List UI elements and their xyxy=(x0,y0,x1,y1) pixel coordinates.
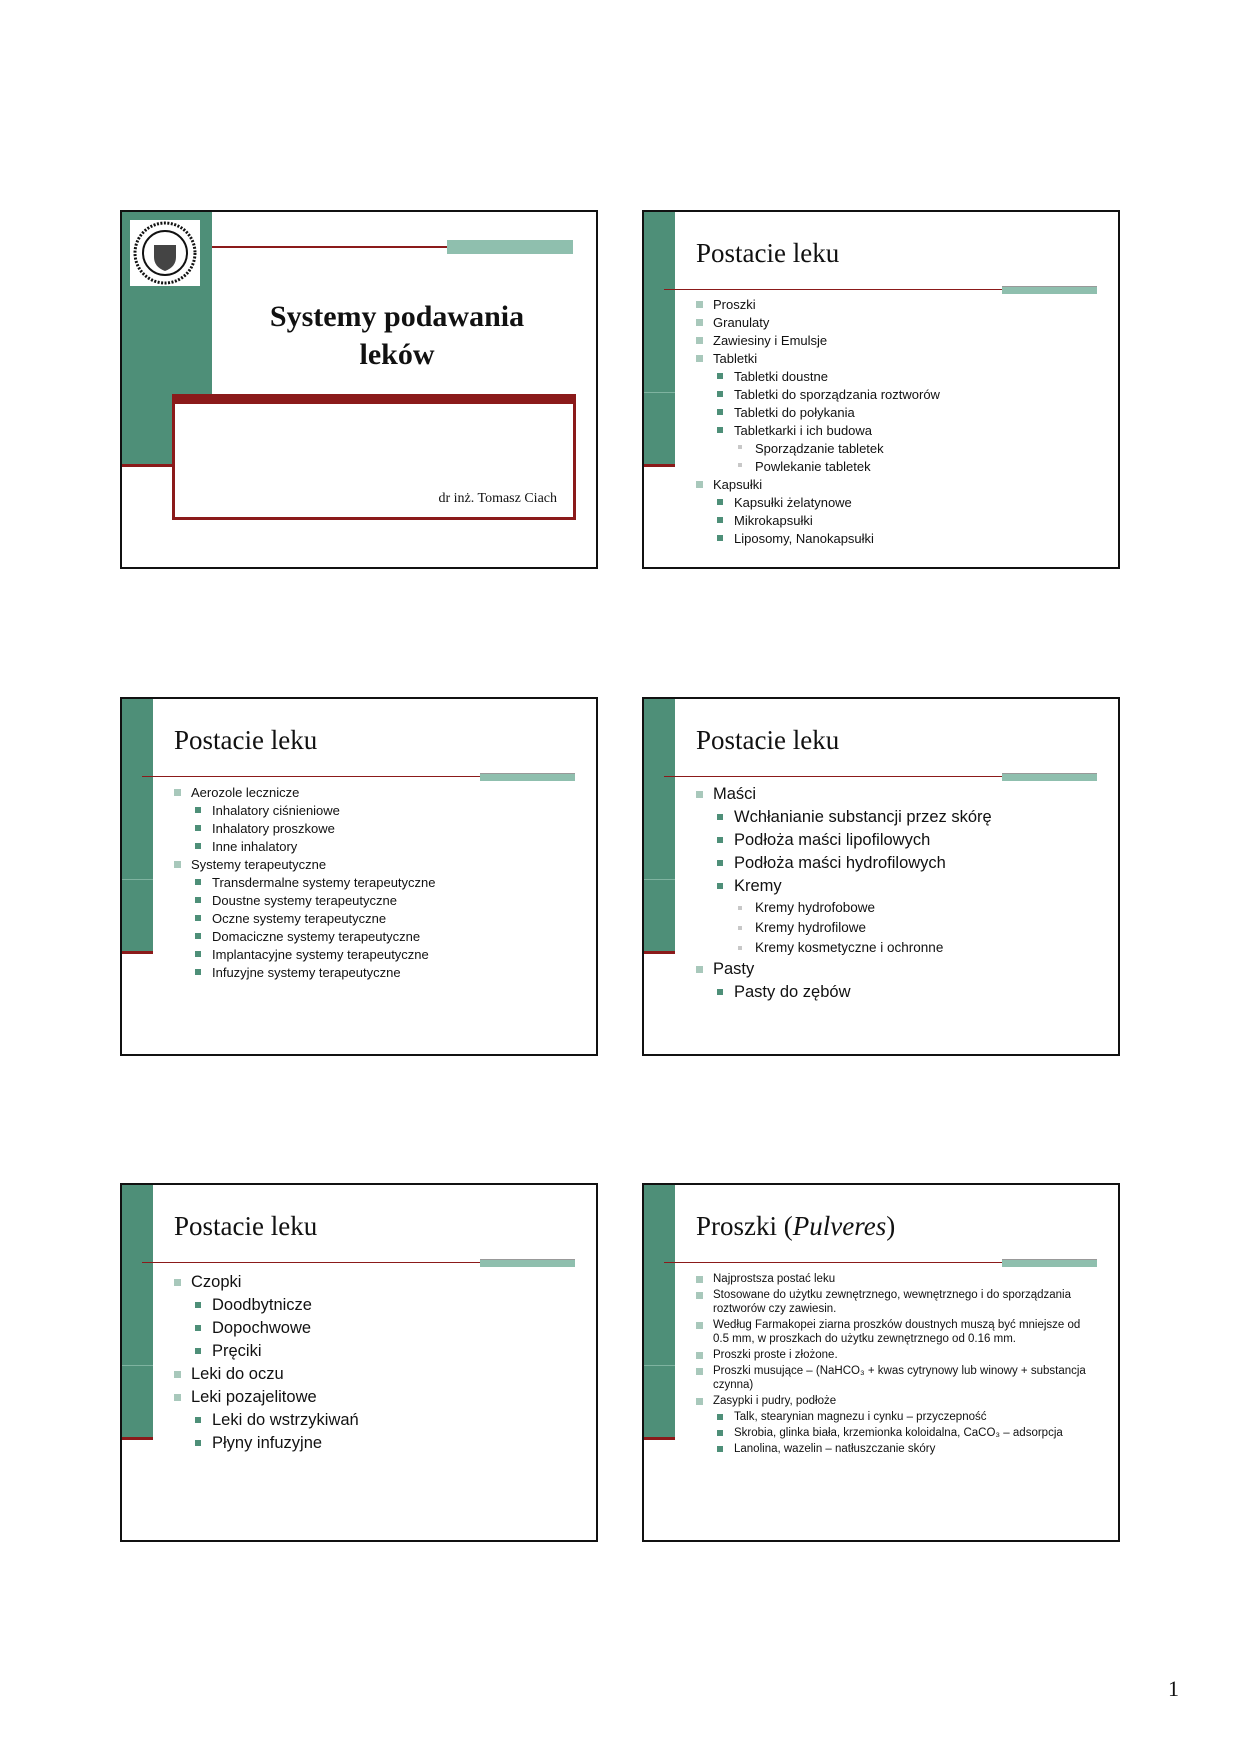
slide-postacie-4 xyxy=(120,1183,598,1542)
list-item-text: Systemy terapeutyczne xyxy=(191,857,327,872)
bullet-square-icon xyxy=(174,861,181,868)
slide-heading: Postacie leku xyxy=(174,1211,318,1241)
list-item xyxy=(717,981,1104,1004)
list-item xyxy=(195,1432,582,1455)
list-item-text: Liposomy, Nanokapsułki xyxy=(734,531,874,546)
bullet-square-icon xyxy=(738,445,742,449)
list-item xyxy=(738,898,1104,918)
title-line-2: leków xyxy=(359,338,435,371)
bullet-square-icon xyxy=(717,427,723,433)
list-item xyxy=(717,404,1104,422)
list-item xyxy=(696,314,1104,332)
green-bar xyxy=(122,1185,153,1439)
bullet-square-icon xyxy=(717,373,723,379)
list-item xyxy=(738,440,1104,458)
bullet-square-icon xyxy=(696,355,703,362)
list-item-text: Mikrokapsułki xyxy=(734,513,813,528)
list-item-text: Infuzyjne systemy terapeutyczne xyxy=(212,965,401,980)
title-close: ) xyxy=(886,1211,896,1241)
list-item-text: Tabletki do sporządzania roztworów xyxy=(734,387,940,402)
list-item xyxy=(717,1442,1088,1456)
list-item xyxy=(696,350,1104,368)
list-item-text: Według Farmakopei ziarna proszków doustnych muszą być mniejsze od 0.5 mm, w proszkach do użytku zewnętrznego od 0.16 mm. xyxy=(713,1319,1081,1345)
list-item xyxy=(696,332,1104,350)
list-item-text: Kapsułki xyxy=(713,477,763,492)
bullet-square-icon xyxy=(738,906,742,910)
list-item-text: Powlekanie tabletek xyxy=(755,459,871,474)
list-item-text: Skrobia, glinka biała, krzemionka koloidalna, CaCO₃ – adsorpcja xyxy=(734,1427,1063,1439)
green-bar xyxy=(644,212,675,466)
bullet-square-icon xyxy=(174,1394,181,1401)
bullet-square-icon xyxy=(717,499,723,505)
slide-title-text xyxy=(232,298,562,374)
list-item-text: Kremy hydrofobowe xyxy=(755,900,876,915)
bullet-square-icon xyxy=(696,1368,703,1375)
list-item xyxy=(717,829,1104,852)
list-item-text: Podłoża maści hydrofilowych xyxy=(734,854,946,872)
list-item-text: Proszki musujące – (NaHCO₃ + kwas cytrynowy lub winowy + substancja czynna) xyxy=(713,1365,1086,1391)
list-item-text: Inne inhalatory xyxy=(212,839,298,854)
green-bar xyxy=(122,699,153,953)
bullet-square-icon xyxy=(717,814,723,820)
list-item xyxy=(195,802,582,820)
list-item-text: Płyny infuzyjne xyxy=(212,1434,323,1452)
list-item-text: Granulaty xyxy=(713,315,770,330)
bullet-square-icon xyxy=(696,1292,703,1299)
slide-heading xyxy=(696,1211,895,1242)
bullet-square-icon xyxy=(696,966,703,973)
bullet-square-icon xyxy=(195,1417,201,1423)
slide-title xyxy=(120,210,598,569)
bullet-square-icon xyxy=(696,791,703,798)
list-item xyxy=(195,1340,582,1363)
teal-bar xyxy=(1002,1259,1097,1267)
slide-proszki xyxy=(642,1183,1120,1542)
bullet-square-icon xyxy=(738,463,742,467)
list-item-text: Zasypki i pudry, podłoże xyxy=(713,1395,837,1407)
list-item xyxy=(195,892,582,910)
list-item-text: Leki do wstrzykiwań xyxy=(212,1411,359,1429)
title-italic: Pulveres xyxy=(792,1211,887,1241)
bullet-square-icon xyxy=(717,1430,723,1436)
bullet-square-icon xyxy=(195,879,201,885)
list-item-text: Maści xyxy=(713,785,757,803)
slide-heading: Postacie leku xyxy=(696,725,840,755)
bullet-square-icon xyxy=(717,989,723,995)
bullet-square-icon xyxy=(195,933,201,939)
bullet-square-icon xyxy=(195,843,201,849)
red-accent xyxy=(644,1437,675,1440)
list-item-text: Kremy xyxy=(734,877,782,895)
list-item xyxy=(717,512,1104,530)
bullet-square-icon xyxy=(696,1322,703,1329)
bullet-list xyxy=(174,784,582,982)
slide-postacie-3 xyxy=(642,697,1120,1056)
red-shortline xyxy=(122,464,172,467)
list-item xyxy=(717,1410,1088,1424)
list-item xyxy=(696,476,1104,494)
list-item-text: Tabletki doustne xyxy=(734,369,828,384)
bullet-square-icon xyxy=(696,319,703,326)
list-item-text: Doodbytnicze xyxy=(212,1296,312,1314)
list-item xyxy=(195,820,582,838)
bullet-square-icon xyxy=(696,301,703,308)
list-item-text: Sporządzanie tabletek xyxy=(755,441,884,456)
list-item xyxy=(195,838,582,856)
list-item xyxy=(738,938,1104,958)
list-item-text: Podłoża maści lipofilowych xyxy=(734,831,931,849)
list-item xyxy=(717,530,1104,548)
bullet-square-icon xyxy=(717,391,723,397)
list-item xyxy=(717,1426,1088,1440)
list-item-text: Implantacyjne systemy terapeutyczne xyxy=(212,947,429,962)
list-item-text: Inhalatory proszkowe xyxy=(212,821,335,836)
list-item-text: Proszki proste i złożone. xyxy=(713,1349,838,1361)
list-item-text: Zawiesiny i Emulsje xyxy=(713,333,828,348)
bullet-square-icon xyxy=(696,481,703,488)
bullet-square-icon xyxy=(195,807,201,813)
list-item xyxy=(717,852,1104,875)
list-item-text: Doustne systemy terapeutyczne xyxy=(212,893,397,908)
bullet-square-icon xyxy=(717,883,723,889)
bullet-square-icon xyxy=(195,1325,201,1331)
bullet-square-icon xyxy=(738,926,742,930)
bullet-square-icon xyxy=(195,825,201,831)
teal-bar xyxy=(1002,286,1097,294)
bullet-square-icon xyxy=(174,789,181,796)
title-line-1: Systemy podawania xyxy=(269,300,525,333)
bullet-list xyxy=(174,1271,582,1455)
bullet-square-icon xyxy=(717,860,723,866)
list-item-text: Pasty xyxy=(713,960,755,978)
bullet-square-icon xyxy=(174,1371,181,1378)
green-bar xyxy=(644,1185,675,1439)
slide-postacie-2 xyxy=(120,697,598,1056)
red-accent xyxy=(122,951,153,954)
green-bar xyxy=(644,699,675,953)
teal-bar xyxy=(1002,773,1097,781)
list-item-text: Kapsułki żelatynowe xyxy=(734,495,852,510)
bullet-square-icon xyxy=(696,337,703,344)
bullet-list xyxy=(696,783,1104,1004)
list-item-text: Proszki xyxy=(713,297,756,312)
list-item-text: Lanolina, wazelin – natłuszczanie skóry xyxy=(734,1443,936,1455)
list-item xyxy=(696,783,1104,806)
bullet-square-icon xyxy=(717,535,723,541)
list-item-text: Kremy kosmetyczne i ochronne xyxy=(755,940,944,955)
list-item-text: Tabletkarki i ich budowa xyxy=(734,423,873,438)
bullet-square-icon xyxy=(174,1279,181,1286)
list-item-text: Wchłanianie substancji przez skórę xyxy=(734,808,992,826)
list-item xyxy=(174,1271,582,1294)
list-item-text: Talk, stearynian magnezu i cynku – przyczepność xyxy=(734,1411,987,1423)
list-item-text: Pasty do zębów xyxy=(734,983,851,1001)
bullet-square-icon xyxy=(696,1398,703,1405)
list-item xyxy=(174,1363,582,1386)
list-item xyxy=(195,946,582,964)
bullet-square-icon xyxy=(195,951,201,957)
list-item-text: Tabletki xyxy=(713,351,758,366)
list-item xyxy=(717,422,1104,440)
list-item-text: Kremy hydrofilowe xyxy=(755,920,867,935)
bullet-square-icon xyxy=(696,1276,703,1283)
list-item xyxy=(696,958,1104,981)
list-item xyxy=(195,1317,582,1340)
teal-bar xyxy=(480,1259,575,1267)
author-box xyxy=(172,394,576,520)
list-item xyxy=(696,1394,1088,1408)
list-item xyxy=(174,784,582,802)
list-item-text: Dopochwowe xyxy=(212,1319,312,1337)
list-item xyxy=(738,458,1104,476)
bullet-square-icon xyxy=(195,1440,201,1446)
list-item-text: Stosowane do użytku zewnętrznego, wewnętrznego i do sporządzania roztworów czy zawiesin. xyxy=(713,1289,1071,1315)
list-item-text: Transdermalne systemy terapeutyczne xyxy=(212,875,436,890)
list-item xyxy=(195,928,582,946)
bullet-square-icon xyxy=(195,1348,201,1354)
bullet-square-icon xyxy=(195,897,201,903)
list-item xyxy=(717,368,1104,386)
list-item xyxy=(696,296,1104,314)
list-item xyxy=(717,494,1104,512)
teal-bar xyxy=(480,773,575,781)
list-item xyxy=(195,1294,582,1317)
title-plain: Proszki ( xyxy=(696,1211,793,1241)
list-item-text: Najprostsza postać leku xyxy=(713,1273,836,1285)
list-item xyxy=(195,910,582,928)
author: dr inż. Tomasz Ciach xyxy=(438,491,557,506)
list-item-text: Leki do oczu xyxy=(191,1365,284,1383)
bullet-square-icon xyxy=(717,837,723,843)
list-item xyxy=(174,1386,582,1409)
slide-heading: Postacie leku xyxy=(174,725,318,755)
list-item-text: Oczne systemy terapeutyczne xyxy=(212,911,387,926)
bullet-square-icon xyxy=(717,517,723,523)
list-item xyxy=(195,874,582,892)
bullet-square-icon xyxy=(717,1414,723,1420)
bullet-square-icon xyxy=(195,915,201,921)
list-item xyxy=(696,1272,1088,1286)
bullet-square-icon xyxy=(195,1302,201,1308)
teal-bar xyxy=(447,240,573,254)
slide-heading: Postacie leku xyxy=(696,238,840,268)
list-item xyxy=(696,1348,1088,1362)
bullet-square-icon xyxy=(717,1446,723,1452)
list-item-text: Pręciki xyxy=(212,1342,262,1360)
red-accent xyxy=(644,951,675,954)
list-item-text: Domaciczne systemy terapeutyczne xyxy=(212,929,421,944)
list-item-text: Czopki xyxy=(191,1273,242,1291)
bullet-list xyxy=(696,1272,1088,1458)
bullet-square-icon xyxy=(696,1352,703,1359)
list-item xyxy=(717,875,1104,898)
red-accent xyxy=(122,1437,153,1440)
university-seal-logo xyxy=(130,220,200,286)
list-item xyxy=(696,1288,1088,1316)
slide-postacie-1 xyxy=(642,210,1120,569)
red-accent xyxy=(644,464,675,467)
list-item-text: Tabletki do połykania xyxy=(734,405,855,420)
list-item xyxy=(717,386,1104,404)
list-item-text: Leki pozajelitowe xyxy=(191,1388,317,1406)
list-item xyxy=(696,1364,1088,1392)
bullet-square-icon xyxy=(717,409,723,415)
bullet-square-icon xyxy=(195,969,201,975)
list-item xyxy=(738,918,1104,938)
list-item-text: Inhalatory ciśnieniowe xyxy=(212,803,340,818)
list-item xyxy=(195,964,582,982)
bullet-list xyxy=(696,296,1104,548)
list-item xyxy=(696,1318,1088,1346)
list-item xyxy=(195,1409,582,1432)
page-number: 1 xyxy=(1168,1676,1179,1701)
list-item xyxy=(174,856,582,874)
list-item-text: Aerozole lecznicze xyxy=(191,785,300,800)
bullet-square-icon xyxy=(738,946,742,950)
list-item xyxy=(717,806,1104,829)
